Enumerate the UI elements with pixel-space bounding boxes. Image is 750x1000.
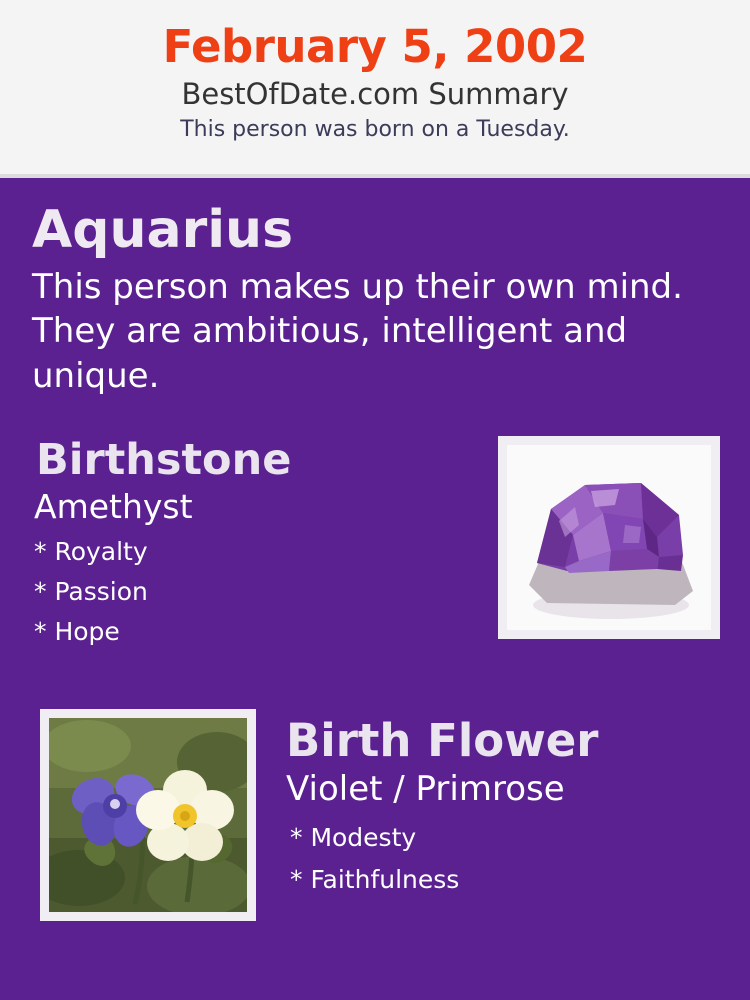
birthstone-trait: * Royalty bbox=[34, 536, 148, 566]
birthstone-trait: * Hope bbox=[34, 616, 120, 646]
birthstone-trait: * Passion bbox=[34, 576, 148, 606]
page-title: February 5, 2002 bbox=[162, 20, 588, 73]
birthstone-section bbox=[32, 436, 720, 661]
flower-icon bbox=[49, 718, 247, 912]
site-summary: BestOfDate.com Summary bbox=[181, 76, 569, 111]
birth-flower-heading: Birth Flower bbox=[286, 713, 599, 767]
birth-flower-section bbox=[32, 709, 720, 929]
birthstone-text bbox=[32, 436, 472, 647]
zodiac-description: This person makes up their own mind. They are ambitious, intelligent and unique. bbox=[32, 267, 683, 396]
birth-flower-image-frame bbox=[40, 709, 256, 921]
birth-flower-text bbox=[284, 709, 720, 896]
zodiac-section bbox=[32, 202, 720, 398]
amethyst-icon bbox=[507, 445, 711, 630]
amethyst-photo bbox=[507, 445, 711, 630]
birth-flower-trait: * Faithfulness bbox=[290, 865, 460, 895]
birthstone-name: Amethyst bbox=[34, 487, 193, 527]
details-panel bbox=[0, 178, 750, 1000]
birthstone-heading: Birthstone bbox=[36, 434, 292, 485]
born-day-text: This person was born on a Tuesday. bbox=[180, 116, 570, 142]
header bbox=[0, 0, 750, 178]
violet-primrose-photo bbox=[49, 718, 247, 912]
birth-flower-name: Violet / Primrose bbox=[286, 768, 565, 809]
zodiac-name: Aquarius bbox=[32, 200, 294, 260]
birth-flower-trait: * Modesty bbox=[290, 823, 417, 853]
birthstone-image-frame bbox=[498, 436, 720, 639]
